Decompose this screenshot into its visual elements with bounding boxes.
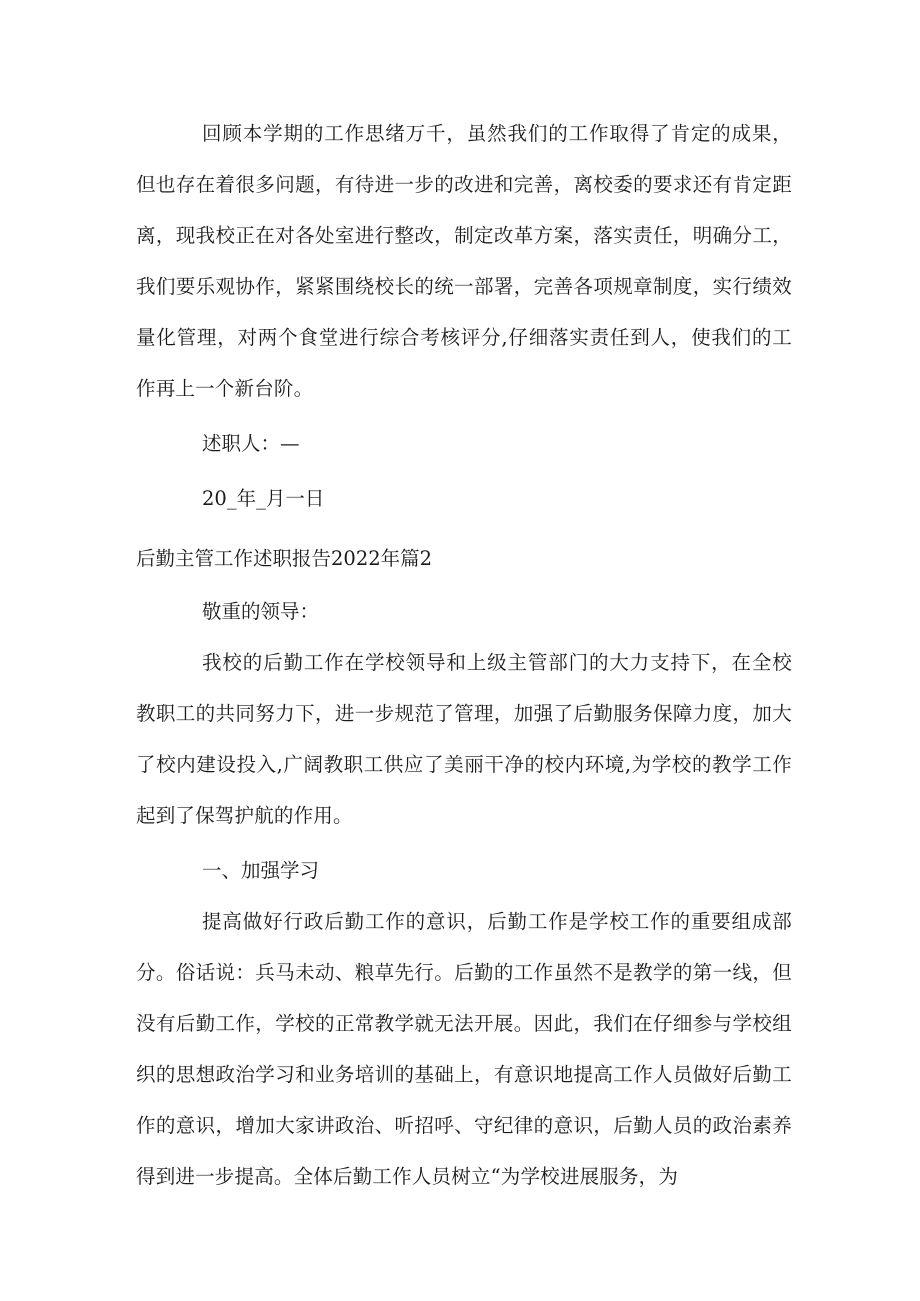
paragraph-study: 提高做好行政后勤工作的意识，后勤工作是学校工作的重要组成部分。俗话说：兵马未动、粮草先行。后勤的工作虽然不是教学的第一线，但没有后勤工作，学校的正常教学就无法开展。因此，我们在仔细参与学校组织的思想政治学习和业务培训的基础上，有意识地提高工作人员做好后勤工作的意识，增加大家讲政治、听招呼、守纪律的意识，后勤人员的政治素养得到进一步提高。全体后勤工作人员树立“为学校进展服务，为 [136,910,792,1188]
paragraph-review: 回顾本学期的工作思绪万千，虽然我们的工作取得了肯定的成果，但也存在着很多问题，有待进一步的改进和完善，离校委的要求还有肯定距离，现我校正在对各处室进行整改，制定改革方案，落实责任，明确分工，我们要乐观协作，紧紧围绕校长的统一部署，完善各项规章制度，实行绩效量化管理，对两个食堂进行综合考核评分,仔细落实责任到人，使我们的工作再上一个新台阶。 [136,122,792,400]
report-heading: 后勤主管工作述职报告2022年篇2 [136,547,433,570]
document-page [136,108,792,1202]
section-title-study: 一、加强学习 [202,859,320,882]
greeting-line: 敬重的领导： [202,600,320,623]
paragraph-intro: 我校的后勤工作在学校领导和上级主管部门的大力支持下，在全校教职工的共同努力下，进一步规范了管理，加强了后勤服务保障力度，加大了校内建设投入,广阔教职工供应了美丽干净的校内环境,为学校的教学工作起到了保驾护航的作用。 [136,651,792,827]
date-line: 20_年_月一日 [202,487,325,510]
signature-line: 述职人：— [202,432,300,455]
